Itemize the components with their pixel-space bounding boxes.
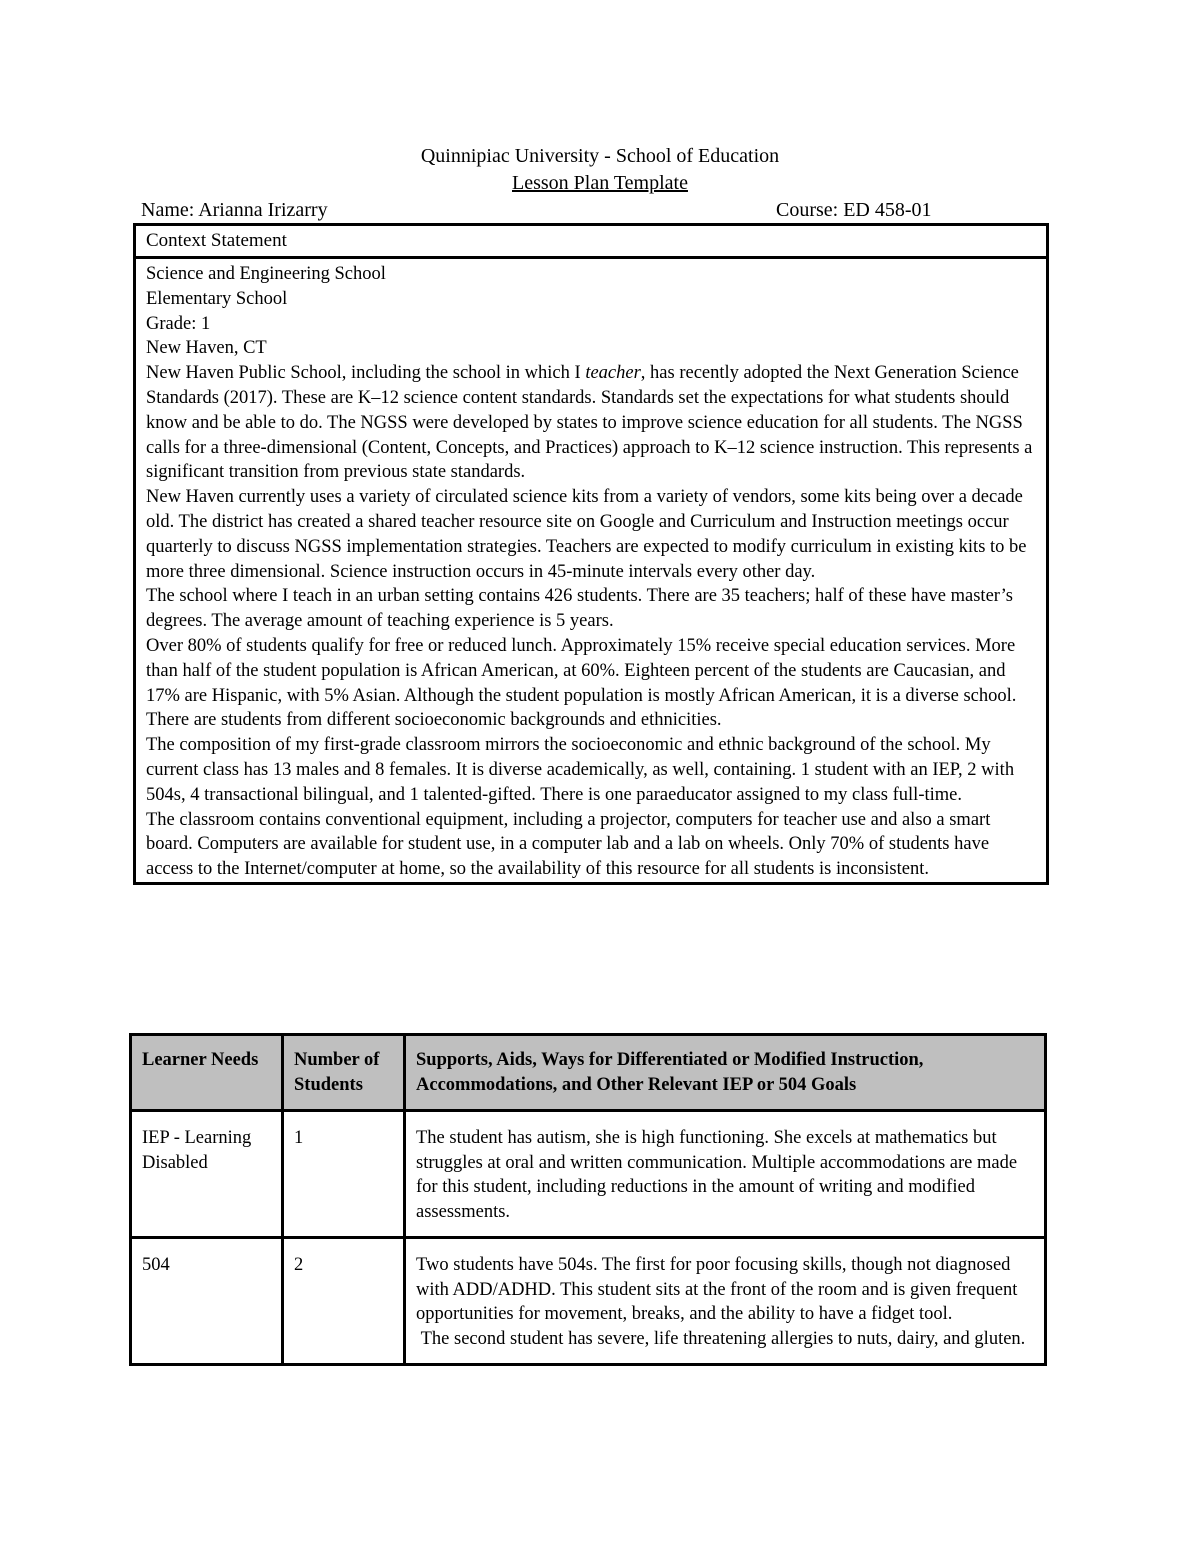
table-row: [131, 1111, 1046, 1238]
learner-needs-table: [129, 1033, 1047, 1366]
context-paragraph: The school where I teach in an urban setting contains 426 students. There are 35 teachers; half of these have master’s degrees. The average amount of teaching experience is 5 years.: [146, 586, 1013, 632]
context-paragraph: The classroom contains conventional equipment, including a projector, computers for teacher use and also a smart board. Computers are available for student use, in a computer lab and a lab on wheels. Only 70% of students have access to the Internet/computer at home, so the availability of this resource for all students is inconsistent.: [146, 809, 991, 880]
document-subtitle: Lesson Plan Template: [512, 172, 688, 194]
cell-student-count: 1: [283, 1111, 405, 1238]
table-row: [131, 1238, 1046, 1365]
context-line: New Haven, CT: [146, 338, 267, 359]
cell-student-count: 2: [283, 1238, 405, 1365]
column-header-number-of-students: Number of Students: [283, 1035, 405, 1111]
document-title: Quinnipiac University - School of Education: [420, 145, 780, 167]
column-header-learner-needs: Learner Needs: [131, 1035, 283, 1111]
context-text: New Haven Public School, including the school in which I: [146, 363, 586, 384]
cell-learner-need: 504: [131, 1238, 283, 1365]
supports-text: Two students have 504s. The first for poor focusing skills, though not diagnosed with ADD/ADHD. This student sits at the front of the room and is given frequent opportunities for movement, breaks, and the ability to have a fidget tool.: [416, 1255, 1018, 1324]
context-statement-body: [136, 259, 1046, 882]
context-emphasis: teacher: [585, 363, 641, 384]
context-line: Science and Engineering School: [146, 264, 386, 284]
name-course-row: [141, 197, 1041, 224]
cell-supports: [405, 1111, 1046, 1238]
context-paragraph: New Haven currently uses a variety of circulated science kits from a variety of vendors, some kits being over a decade old. The district has created a shared teacher resource site on Google and Curriculum and Instruction meetings occur quarterly to discuss NGSS implementation strategies. Teachers are expected to modify curriculum in existing kits to be more three dimensional. Science instruction occurs in 45-minute intervals every other day.: [146, 487, 1027, 582]
course-code: Course: ED 458-01: [776, 199, 932, 221]
column-header-supports: Supports, Aids, Ways for Differentiated or Modified Instruction, Accommodations, and Other Relevant IEP or 504 Goals: [405, 1035, 1046, 1111]
context-line: Elementary School: [146, 288, 288, 309]
student-name: Name: Arianna Irizarry: [141, 199, 328, 221]
document-header: [0, 143, 1200, 197]
table-header-row: [131, 1035, 1046, 1111]
context-statement-heading: Context Statement: [136, 226, 1046, 259]
context-line: Grade: 1: [146, 313, 211, 334]
context-statement-box: [133, 223, 1049, 885]
context-text: , has recently adopted the Next Generation Science Standards (2017). These are K–12 science content standards. Standards set the expectations for what students should know and be able to do. The NGSS were developed by states to improve science education for all students. The NGSS calls for a three-dimensional (Content, Concepts, and Practices) approach to K–12 science instruction. This represents a significant transition from previous state standards.: [146, 363, 1033, 483]
context-paragraph: Over 80% of students qualify for free or reduced lunch. Approximately 15% receive special education services. More than half of the student population is African American, at 60%. Eighteen percent of the students are Caucasian, and 17% are Hispanic, with 5% Asian. Although the student population is mostly African American, it is a diverse school. There are students from different socioeconomic backgrounds and ethnicities.: [146, 635, 1017, 731]
cell-supports: [405, 1238, 1046, 1365]
supports-text: The student has autism, she is high functioning. She excels at mathematics but struggles at oral and written communication. Multiple accommodations are made for this student, including reductions in the amount of writing and modified assessments.: [416, 1128, 1018, 1222]
context-paragraph: [146, 361, 1036, 485]
context-paragraph: The composition of my first-grade classroom mirrors the socioeconomic and ethnic background of the school. My current class has 13 males and 8 females. It is diverse academically, as well, containing. 1 student with an IEP, 2 with 504s, 4 transactional bilingual, and 1 talented-gifted. There is one paraeducator assigned to my class full-time.: [146, 735, 1015, 805]
supports-text-extra: The second student has severe, life threatening allergies to nuts, dairy, and gluten.: [416, 1328, 1026, 1349]
cell-learner-need: IEP - Learning Disabled: [131, 1111, 283, 1238]
